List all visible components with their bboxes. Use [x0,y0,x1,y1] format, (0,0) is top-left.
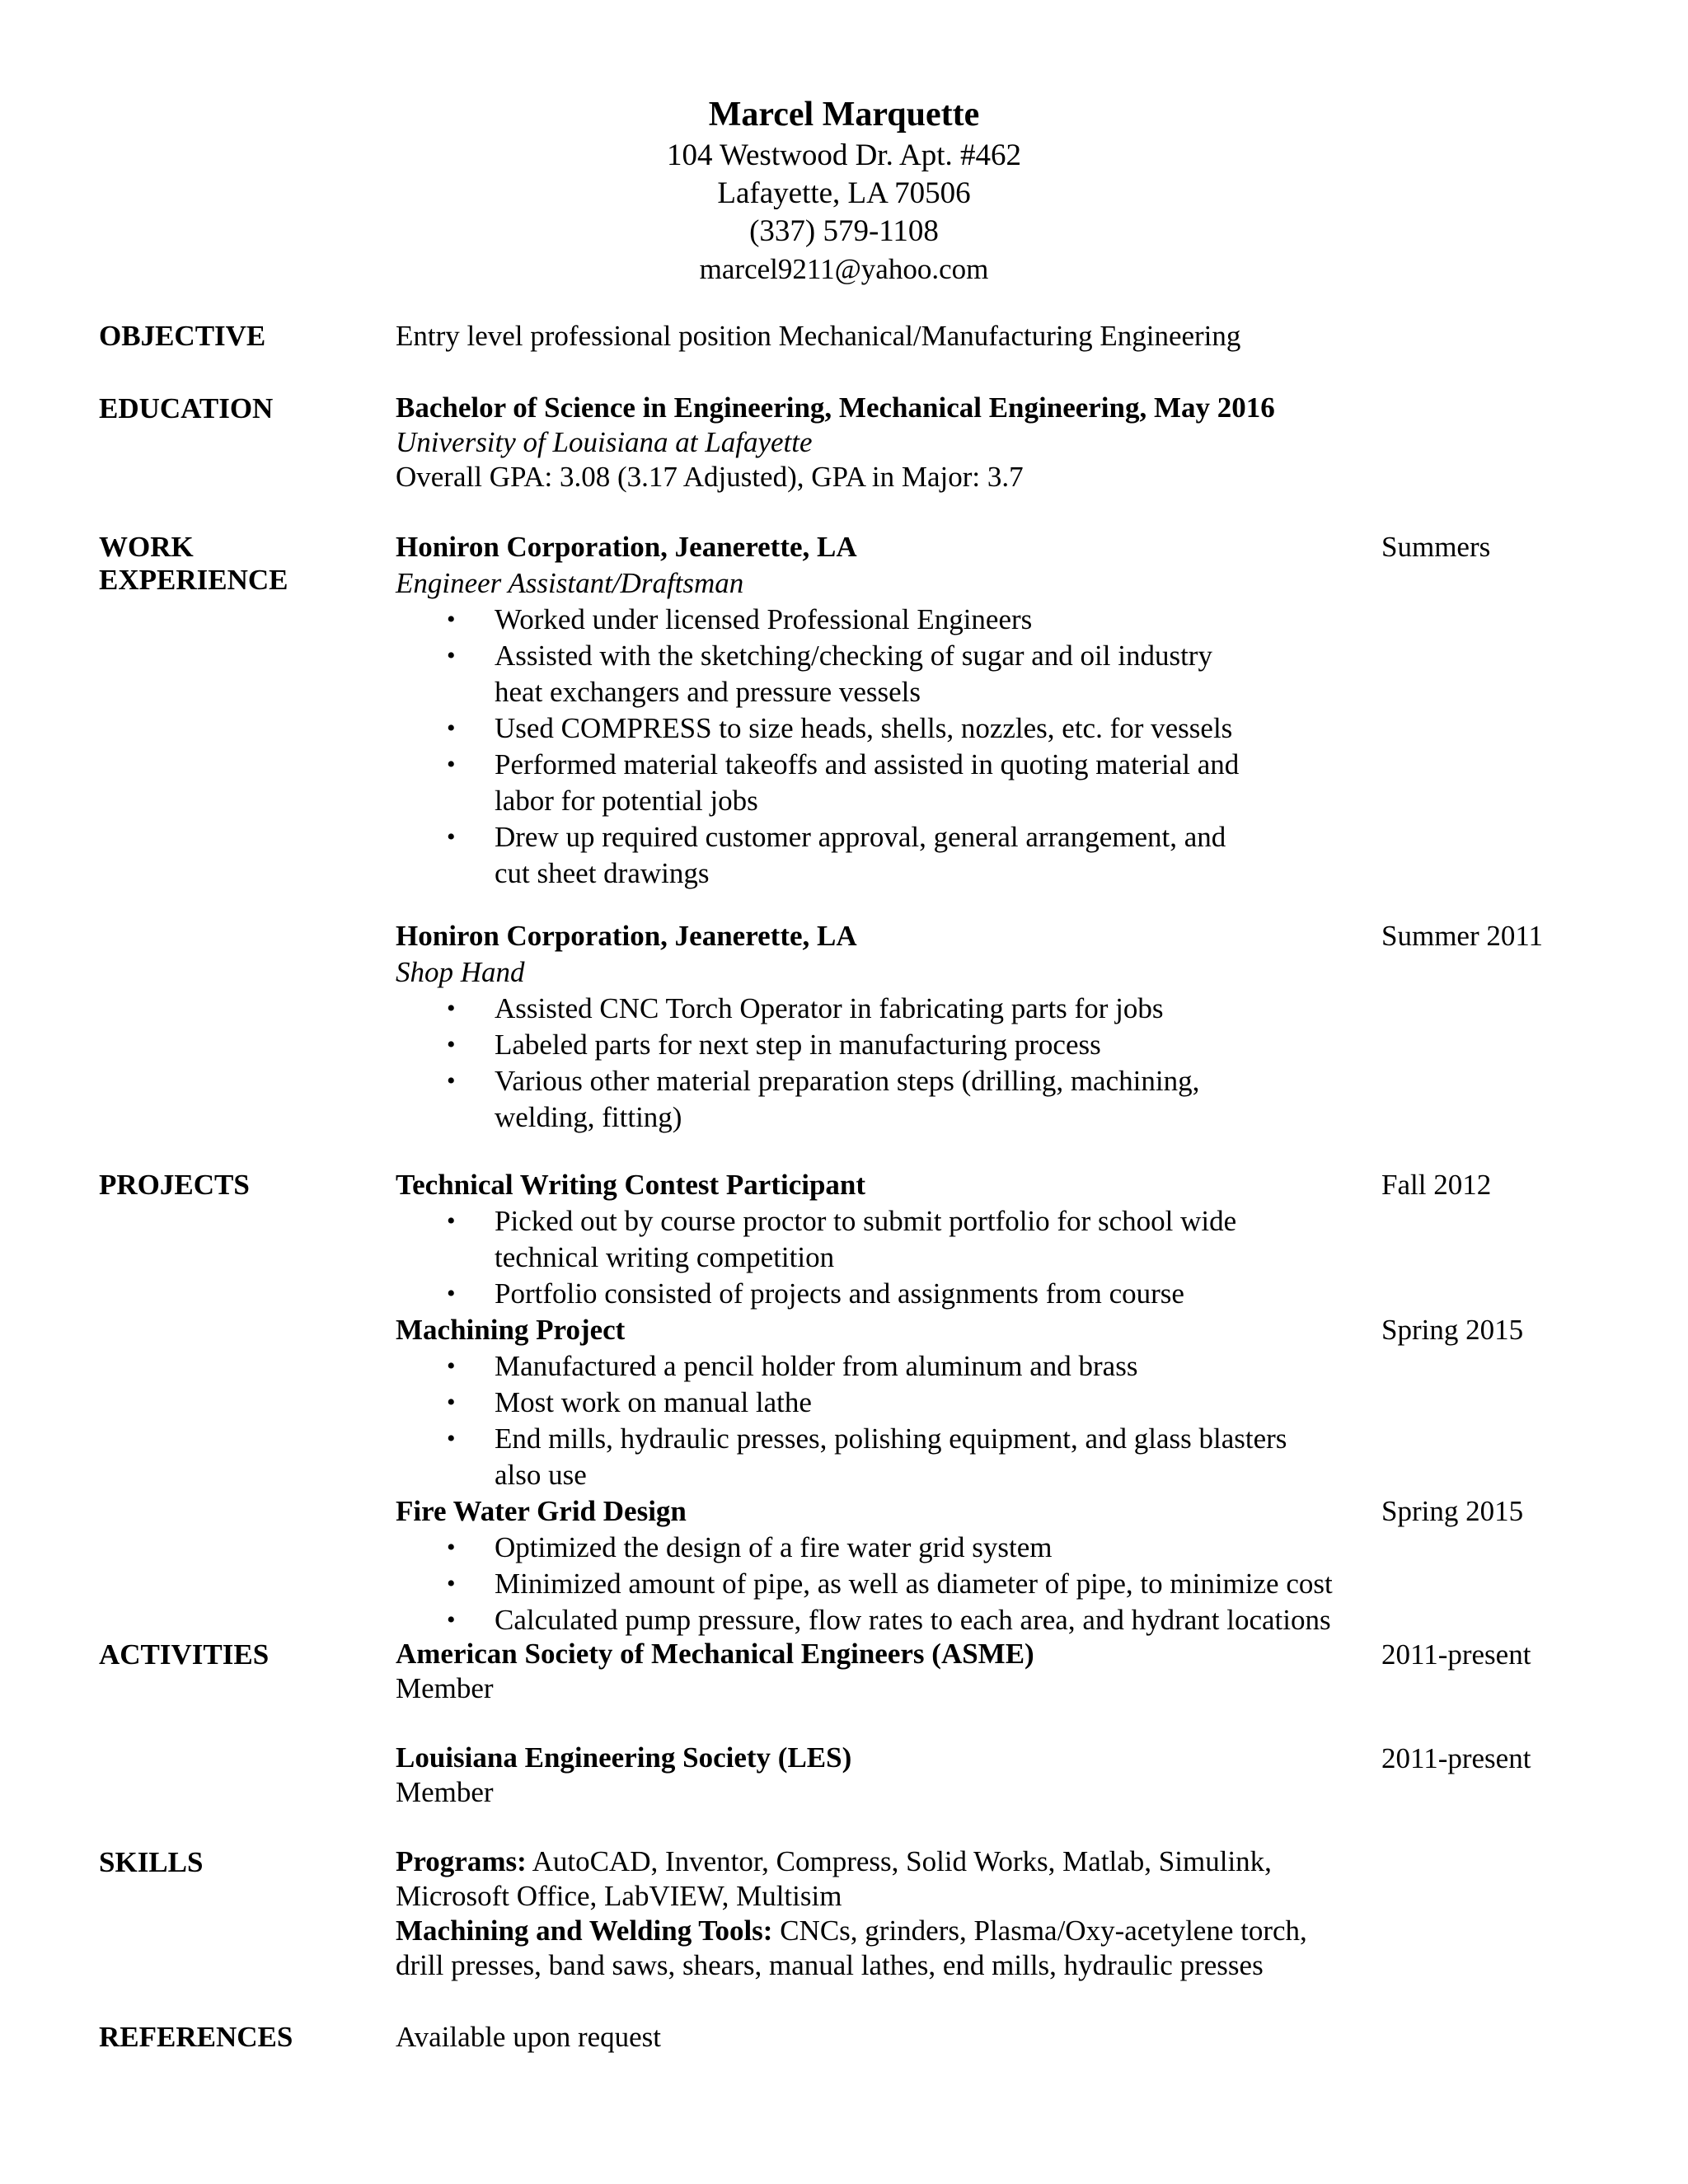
bullet-icon: • [447,1534,456,1561]
section-label-work-line2: EXPERIENCE [99,564,288,596]
activity-role: Member [396,1776,494,1808]
skills-tools-text: drill presses, band saws, shears, manual lathes, end mills, hydraulic presses [396,1949,1264,1981]
job-bullets [396,991,1385,1136]
references-text: Available upon request [396,2021,662,2053]
skills-programs-text: AutoCAD, Inventor, Compress, Solid Works, Matlab, Simulink, [526,1845,1272,1877]
activity-date: 2011-present [1381,1638,1531,1671]
activity-role: Member [396,1672,494,1704]
bullet-icon: • [447,642,456,669]
section-label-education: EDUCATION [99,392,274,424]
list-item: • Drew up required customer approval, general arrangement, and cut sheet drawings [447,821,1226,889]
list-item: • End mills, hydraulic presses, polishing equipment, and glass blasters also use [447,1422,1287,1491]
school-name: University of Louisiana at Lafayette [396,426,813,458]
project-title: Machining Project [396,1314,626,1346]
gpa-line: Overall GPA: 3.08 (3.17 Adjusted), GPA in Major: 3.7 [396,461,1024,493]
list-item: • Various other material preparation steps (drilling, machining, welding, fitting) [447,1065,1200,1133]
activity-list [396,1637,1385,1810]
bullet-icon: • [447,715,456,742]
job-company: Honiron Corporation, Jeanerette, LA [396,920,857,952]
list-item: • Calculated pump pressure, flow rates to each area, and hydrant locations [396,1602,1385,1638]
section-label-projects: PROJECTS [99,1169,250,1201]
section-label-skills: SKILLS [99,1846,204,1878]
job-date: Summer 2011 [1381,920,1544,952]
section-label-work-line1: WORK [99,531,194,563]
skills-programs-label: Programs: [396,1845,527,1877]
project-bullets [396,1530,1385,1638]
project-date: Fall 2012 [1381,1169,1492,1201]
bullet-icon: • [447,751,456,778]
bullet-icon: • [447,823,456,851]
activity-org: Louisiana Engineering Society (LES) [396,1741,852,1774]
list-item: • Picked out by course proctor to submit portfolio for school wide technical writing competition [447,1205,1237,1273]
job-bullets [396,602,1385,892]
candidate-name: Marcel Marquette [708,96,980,134]
skills-programs-text: Microsoft Office, LabVIEW, Multisim [396,1880,842,1912]
list-item: • Performed material takeoffs and assisted in quoting material and labor for potential jobs [447,748,1240,817]
project-entry [396,1167,1385,1638]
resume-header [0,92,1688,288]
list-item: • Worked under licensed Professional Engineers [396,602,1385,638]
project-bullets [396,1203,1385,1312]
list-item: • Minimized amount of pipe, as well as diameter of pipe, to minimize cost [396,1566,1385,1602]
degree-title: Bachelor of Science in Engineering, Mechanical Engineering, May 2016 [396,391,1275,424]
bullet-icon: • [447,1389,456,1416]
bullet-icon: • [447,1031,456,1058]
address-line-2: Lafayette, LA 70506 [717,176,971,210]
bullet-icon: • [447,1067,456,1094]
section-label-references: REFERENCES [99,2021,293,2053]
list-item: • Manufactured a pencil holder from aluminum and brass [396,1348,1385,1385]
list-item: • Portfolio consisted of projects and assignments from course [396,1276,1385,1312]
activity-date: 2011-present [1381,1742,1531,1774]
bullet-icon: • [447,1425,456,1452]
job-entry [396,529,1385,892]
skills-content [396,1844,1385,1983]
skills-tools-text: CNCs, grinders, Plasma/Oxy-acetylene torch, [772,1915,1307,1947]
job-company: Honiron Corporation, Jeanerette, LA [396,531,857,563]
bullet-icon: • [447,1570,456,1597]
section-label-objective: OBJECTIVE [99,320,266,352]
skills-tools-label: Machining and Welding Tools: [396,1915,773,1947]
section-label-activities: ACTIVITIES [99,1638,270,1671]
bullet-icon: • [447,1606,456,1633]
job-date: Summers [1381,531,1491,563]
bullet-icon: • [447,1280,456,1307]
project-title: Fire Water Grid Design [396,1495,687,1527]
job-title: Engineer Assistant/Draftsman [396,567,744,599]
bullet-icon: • [447,995,456,1022]
list-item: • Optimized the design of a fire water grid system [396,1530,1385,1566]
bullet-icon: • [447,1207,456,1235]
address-line-1: 104 Westwood Dr. Apt. #462 [666,138,1022,172]
list-item: • Labeled parts for next step in manufacturing process [396,1027,1385,1063]
list-item: • Used COMPRESS to size heads, shells, nozzles, etc. for vessels [396,710,1385,747]
list-item: • Assisted with the sketching/checking of sugar and oil industry heat exchangers and pressure vessels [447,640,1212,708]
project-title: Technical Writing Contest Participant [396,1169,866,1201]
phone-number: (337) 579-1108 [749,214,939,248]
list-item: • Assisted CNC Torch Operator in fabricating parts for jobs [396,991,1385,1027]
bullet-icon: • [447,606,456,633]
project-date: Spring 2015 [1381,1495,1524,1527]
section-label-work [99,531,379,597]
list-item: • Most work on manual lathe [396,1385,1385,1421]
email-address: marcel9211@yahoo.com [699,253,989,285]
activity-org: American Society of Mechanical Engineers (ASME) [396,1638,1034,1670]
objective-text: Entry level professional position Mechanical/Manufacturing Engineering [396,320,1241,352]
bullet-icon: • [447,1352,456,1380]
job-entry [396,918,1385,1136]
job-title: Shop Hand [396,956,525,988]
project-bullets [396,1348,1385,1493]
project-date: Spring 2015 [1381,1314,1524,1346]
